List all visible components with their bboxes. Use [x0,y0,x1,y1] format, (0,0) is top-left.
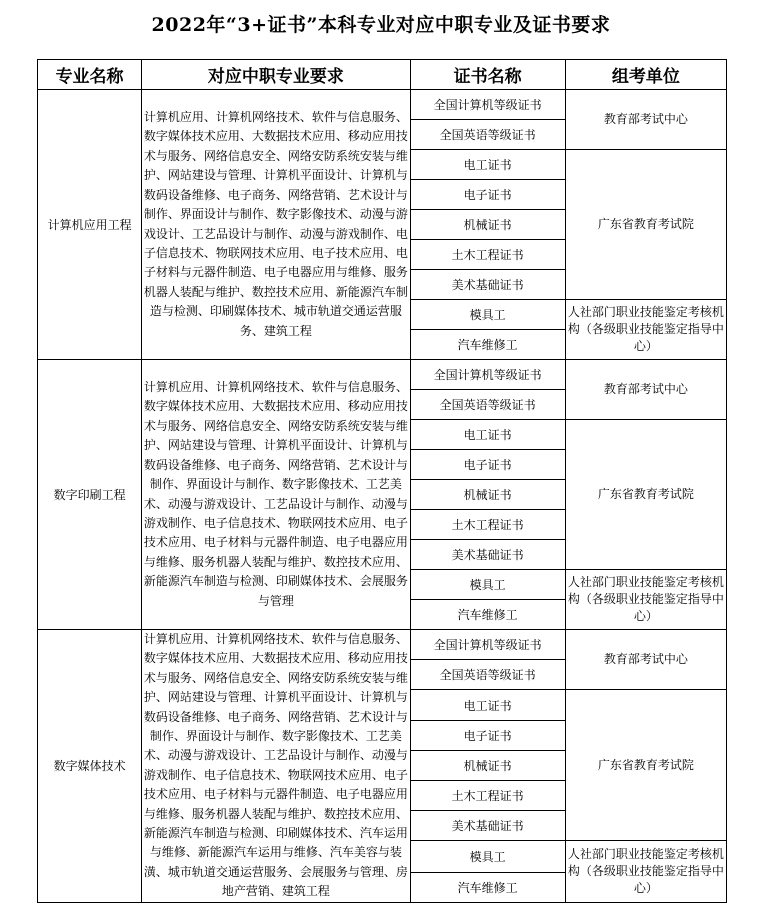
certificate-cell: 美术基础证书 [410,270,565,300]
organizer-cell: 广东省教育考试院 [565,420,726,570]
certificate-cell: 电工证书 [410,690,565,721]
certificate-cell: 模具工 [410,841,565,872]
certificate-cell: 电工证书 [410,150,565,180]
certificate-cell: 电子证书 [410,450,565,480]
certificate-cell: 全国英语等级证书 [410,390,565,420]
certificate-cell: 土木工程证书 [410,510,565,540]
certificate-cell: 全国英语等级证书 [410,120,565,150]
certificate-cell: 模具工 [410,300,565,330]
certificate-cell: 机械证书 [410,751,565,781]
certificate-cell: 全国英语等级证书 [410,660,565,690]
certificate-cell: 汽车维修工 [410,600,565,630]
certificate-cell: 全国计算机等级证书 [410,630,565,660]
certificate-cell: 电子证书 [410,721,565,751]
certificate-cell: 汽车维修工 [410,330,565,360]
header-requirements: 对应中职专业要求 [142,60,410,90]
major-name: 计算机应用工程 [38,90,142,360]
certificate-cell: 汽车维修工 [410,872,565,902]
certificate-cell: 全国计算机等级证书 [410,90,565,120]
header-row [38,60,727,90]
organizer-cell: 广东省教育考试院 [565,150,726,300]
organizer-cell: 教育部考试中心 [565,630,726,690]
major-requirements: 计算机应用、计算机网络技术、软件与信息服务、数字媒体技术应用、大数据技术应用、移动应用技术与服务、网络信息安全、网络安防系统安装与维护、网站建设与管理、计算机平面设计、计算机与数码设备维修、电子商务、网络营销、艺术设计与制作、界面设计与制作、数字影像技术、工艺美术、动漫与游戏设计、工艺品设计与制作、动漫与游戏制作、电子信息技术、物联网技术应用、电子技术应用、电子材料与元器件制造、电子电器应用与维修、服务机器人装配与维护、数控技术应用、新能源汽车制造与检测、印刷媒体技术、汽车运用与维修、新能源汽车运用与维修、汽车美容与装潢、城市轨道交通运营服务、会展服务与管理、房地产营销、建筑工程 [142,630,410,903]
certificate-cell: 电工证书 [410,420,565,450]
certificate-cell: 土木工程证书 [410,240,565,270]
certificate-cell: 土木工程证书 [410,781,565,811]
major-name: 数字媒体技术 [38,630,142,903]
major-name: 数字印刷工程 [38,360,142,630]
certificate-cell: 美术基础证书 [410,811,565,841]
major-requirements: 计算机应用、计算机网络技术、软件与信息服务、数字媒体技术应用、大数据技术应用、移动应用技术与服务、网络信息安全、网络安防系统安装与维护、网站建设与管理、计算机平面设计、计算机与数码设备维修、电子商务、网络营销、艺术设计与制作、界面设计与制作、数字影像技术、工艺美术、动漫与游戏设计、工艺品设计与制作、动漫与游戏制作、电子信息技术、物联网技术应用、电子技术应用、电子材料与元器件制造、电子电器应用与维修、服务机器人装配与维护、数控技术应用、新能源汽车制造与检测、印刷媒体技术、会展服务与管理 [142,360,410,630]
certificate-cell: 电子证书 [410,180,565,210]
table-row [38,90,727,120]
document-title: 2022年“3+证书”本科专业对应中职专业及证书要求 [151,14,611,36]
organizer-cell: 人社部门职业技能鉴定考核机构（各级职业技能鉴定指导中心） [565,841,726,902]
organizer-cell: 人社部门职业技能鉴定考核机构（各级职业技能鉴定指导中心） [565,300,726,360]
organizer-cell: 教育部考试中心 [565,90,726,150]
organizer-cell: 广东省教育考试院 [565,690,726,841]
header-certificate: 证书名称 [410,60,565,90]
certificate-cell: 美术基础证书 [410,540,565,570]
organizer-cell: 人社部门职业技能鉴定考核机构（各级职业技能鉴定指导中心） [565,570,726,630]
certificate-cell: 全国计算机等级证书 [410,360,565,390]
certificate-cell: 模具工 [410,570,565,600]
major-requirements: 计算机应用、计算机网络技术、软件与信息服务、数字媒体技术应用、大数据技术应用、移动应用技术与服务、网络信息安全、网络安防系统安装与维护、网站建设与管理、计算机平面设计、计算机与数码设备维修、电子商务、网络营销、艺术设计与制作、界面设计与制作、数字影像技术、动漫与游戏设计、工艺品设计与制作、动漫与游戏制作、电子信息技术、物联网技术应用、电子技术应用、电子材料与元器件制造、电子电器应用与维修、服务机器人装配与维护、数控技术应用、新能源汽车制造与检测、印刷媒体技术、城市轨道交通运营服务、建筑工程 [142,90,410,360]
table-row [38,630,727,660]
organizer-cell: 教育部考试中心 [565,360,726,420]
table-row [38,360,727,390]
header-organizer: 组考单位 [565,60,726,90]
certificate-cell: 机械证书 [410,210,565,240]
requirements-table [37,59,727,903]
header-major: 专业名称 [38,60,142,90]
certificate-cell: 机械证书 [410,480,565,510]
